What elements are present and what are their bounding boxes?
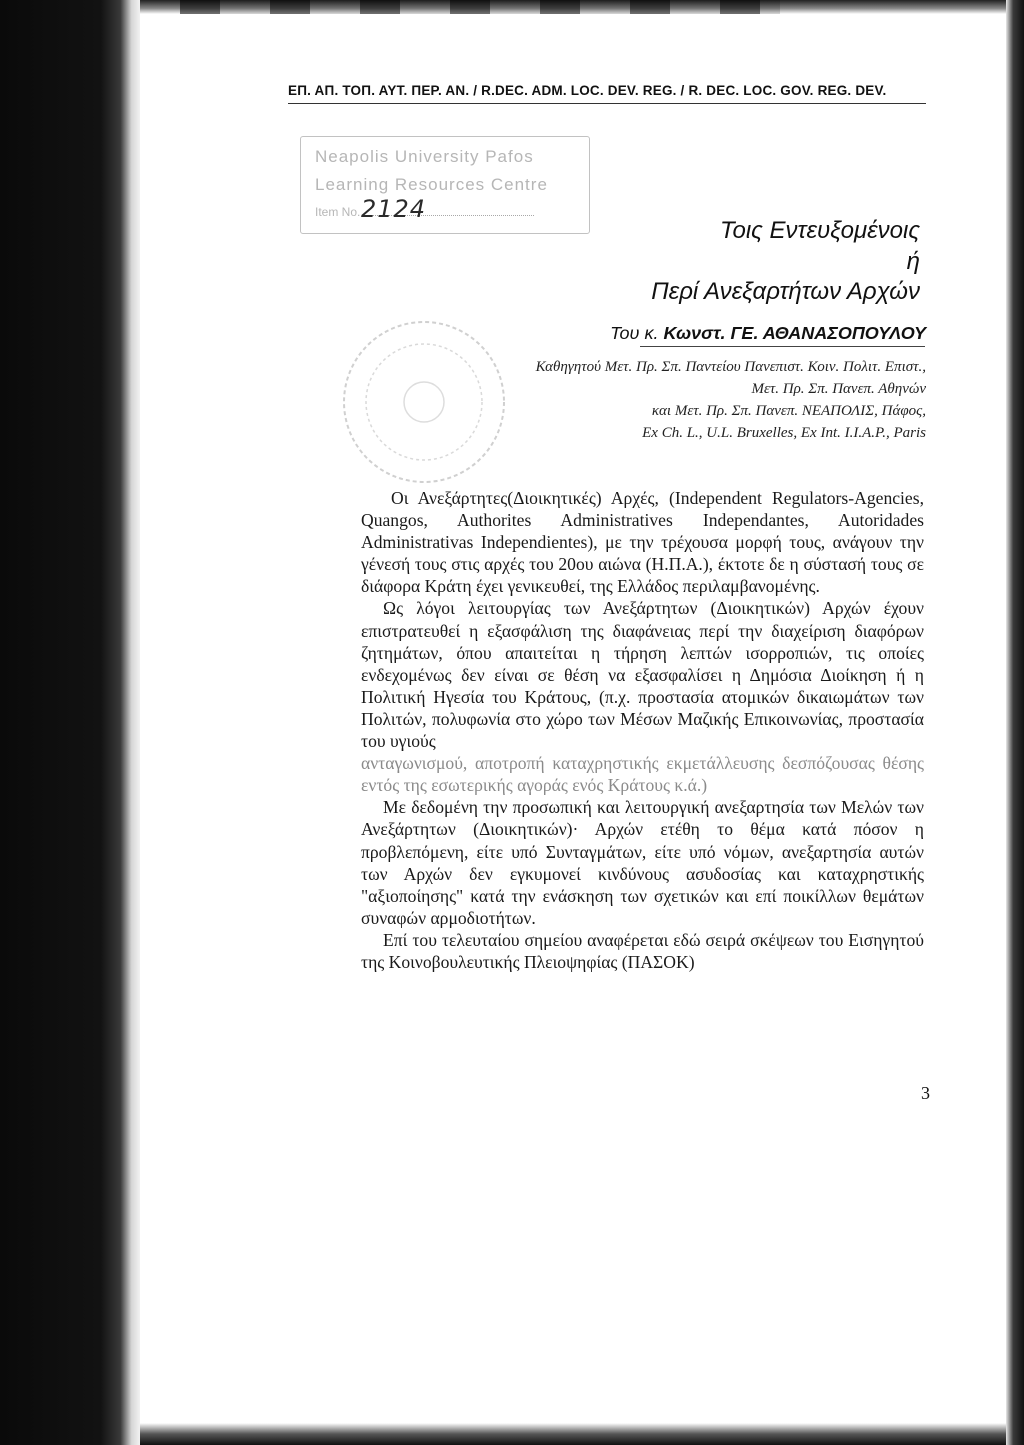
- stamp-item-label: Item No.: [315, 205, 361, 219]
- scan-border-right: [1006, 0, 1024, 1445]
- affiliation-line: Ex Ch. L., U.L. Bruxelles, Ex Int. I.I.A.P., Paris: [642, 425, 926, 441]
- page-number: 3: [921, 1083, 930, 1103]
- stamp-line-1: Neapolis University Pafos: [315, 147, 534, 166]
- affiliation-line: Μετ. Πρ. Σπ. Πανεπ. Αθηνών: [751, 381, 926, 397]
- paragraph: Οι Ανεξάρτητες(Διοικητικές) Αρχές, (Independent Regulators-Agencies, Quangos, Authorites Administratives Independantes, Autoridades Administrativas Independientes), με την τρέχουσα μορφή τους, ανάγουν την γένεσή τους στις αρχές του 20ου αιώνα (Η.Π.Α.), έκτοτε δε η σύστασή τους σε διάφορα Κράτη έχει γενικευθεί, της Ελλάδος περιλαμβανομένης.: [361, 488, 924, 597]
- title-line-1: Τοις Εντευξομένοις: [719, 217, 920, 244]
- running-header: ΕΠ. ΑΠ. ΤΟΠ. ΑΥΤ. ΠΕΡ. ΑΝ. / R.DEC. ADM. LOC. DEV. REG. / R. DEC. LOC. GOV. REG. DEV.: [288, 83, 887, 98]
- header-rule: [288, 103, 926, 104]
- paragraph: Επί του τελευταίου σημείου αναφέρεται εδώ σειρά σκέψεων του Εισηγητού της Κοινοβουλευτικής Πλειοψηφίας (ΠΑΣΟΚ): [361, 929, 924, 972]
- stamp-line-2: Learning Resources Centre: [315, 175, 548, 194]
- scan-border-bottom: [140, 1423, 1006, 1445]
- affiliation-line: και Μετ. Πρ. Σπ. Πανεπ. ΝΕΑΠΟΛΙΣ, Πάφος,: [651, 403, 926, 419]
- affiliation-line: Καθηγητού Μετ. Πρ. Σπ. Παντείου Πανεπιστ. Κοιν. Πολιτ. Επιστ.,: [535, 359, 926, 375]
- round-seal-icon: [340, 318, 508, 486]
- author-name: Κωνστ. ΓΕ. ΑΘΑΝΑΣΟΠΟΥΛΟΥ: [663, 323, 926, 343]
- scan-border-left: [0, 0, 140, 1445]
- library-stamp: [300, 136, 590, 234]
- author-rule: [640, 346, 925, 347]
- title-line-2: ή: [906, 248, 920, 275]
- paragraph-faded: ανταγωνισμού, αποτροπή καταχρηστικής εκμετάλλευσης δεσπόζουσας θέσης εντός της εσωτερικής αγοράς ενός Κράτους κ.ά.): [361, 753, 924, 796]
- author-line: [610, 323, 926, 344]
- stamp-item-number: 2124: [361, 195, 427, 223]
- paragraph: Με δεδομένη την προσωπική και λειτουργική ανεξαρτησία των Μελών των Ανεξάρτητων (Διοικητικών)· Αρχών ετέθη το θέμα κατά πόσον η προβλεπόμενη, είτε υπό Συνταγμάτων, είτε υπό νόμων, ανεξαρτησία αυτών των Αρχών δεν εγκυμονεί κινδύνους ασυδοσίας και καταχρηστικής "αξιοποίησης" κατά την ενάσκηση των σχετικών και επί ποικίλλων θεμάτων συναφών αρμοδιοτήτων.: [361, 797, 924, 928]
- title-line-3: Περί Ανεξαρτήτων Αρχών: [651, 278, 920, 305]
- author-prefix: Του κ.: [610, 323, 659, 343]
- scan-smudge: [180, 0, 780, 14]
- paragraph: Ως λόγοι λειτουργίας των Ανεξάρτητων (Διοικητικών) Αρχών έχουν επιστρατευθεί η εξασφάλιση της διαφάνειας περί την διαχείριση διαφόρων ζητημάτων, όπου απαιτείται η τήρηση λεπτών ισορροπιών, τις οποίες ενδεχομένως δεν είναι σε θέση να εξασφαλίσει η Δημόσια Διοίκηση ή η Πολιτική Ηγεσία του Κράτους, (π.χ. προστασία ατομικών δικαιωμάτων των Πολιτών, πολυφωνία στο χώρο των Μέσων Μαζικής Επικοινωνίας, προστασία του υγιούς: [361, 598, 924, 752]
- body-text: [361, 487, 924, 973]
